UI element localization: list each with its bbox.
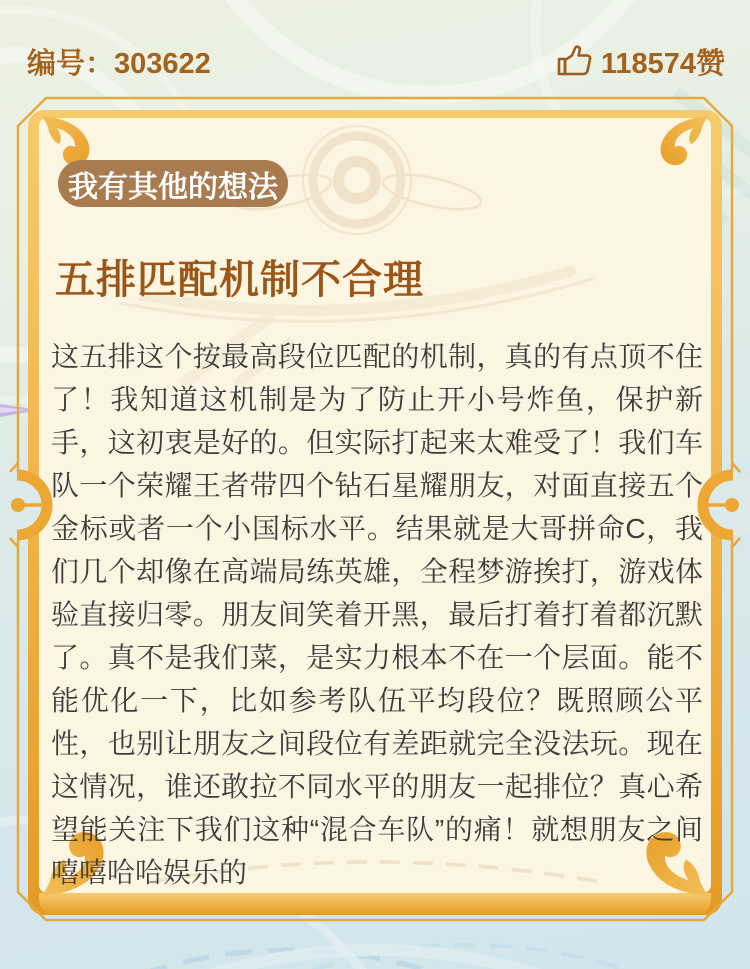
- feedback-type-tag: [58, 160, 288, 207]
- like-button[interactable]: [556, 41, 725, 82]
- card-header: [27, 42, 725, 80]
- feedback-body: 这五排这个按最高段位匹配的机制，真的有点顶不住了！我知道这机制是为了防止开小号炸鱼，保护新手，这初衷是好的。但实际打起来太难受了！我们车队一个荣耀王者带四个钻石星耀朋友，对面直接五个金标或者一个小国标水平。结果就是大哥拼命C，我们几个却像在高端局练英雄，全程梦游挨打，游戏体验直接归零。朋友间笑着开黑，最后打着打着都沉默了。真不是我们菜，是实力根本不在一个层面。能不能优化一下，比如参考队伍平均段位？既照顾公平性，也别让朋友之间段位有差距就完全没法玩。现在这情况，谁还敢拉不同水平的朋友一起排位？真心希望能关注下我们这种“混合车队”的痛！就想朋友之间嘻嘻哈哈娱乐的: [51, 341, 703, 888]
- feedback-type-label: 我有其他的想法: [68, 170, 278, 204]
- likes-count-label: 118574赞: [600, 47, 725, 80]
- feedback-id-label: 编号：303622: [27, 47, 211, 80]
- feedback-title: 五排匹配机制不合理: [55, 258, 424, 302]
- thumbs-up-icon: [556, 44, 592, 78]
- card-border-bottom: [39, 893, 711, 915]
